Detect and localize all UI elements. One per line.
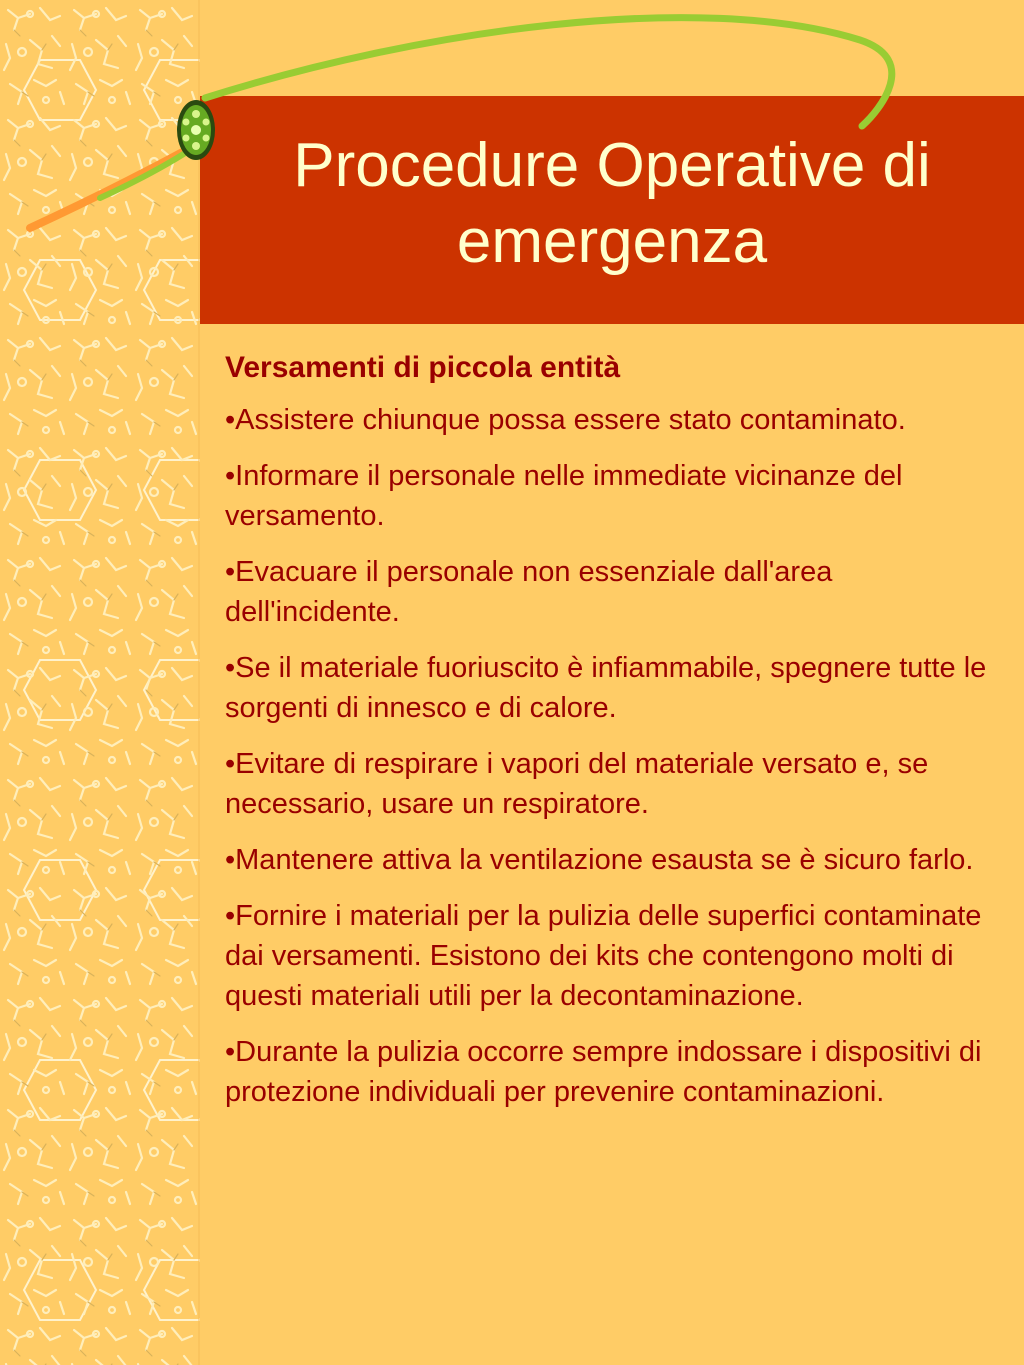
bullet-item: •Durante la pulizia occorre sempre indossare i dispositivi di protezione individuali per prevenire contaminazioni. bbox=[225, 1036, 982, 1108]
section-subtitle: Versamenti di piccola entità bbox=[225, 351, 621, 384]
molecule-pattern bbox=[0, 0, 200, 1365]
page-title bbox=[200, 128, 1024, 280]
bullet-item: •Informare il personale nelle immediate vicinanze del versamento. bbox=[225, 460, 903, 532]
bullet-item: •Fornire i materiali per la pulizia delle superfici contaminate dai versamenti. Esistono dei kits che contengono molti di questi materiali utili per la decontaminazione. bbox=[225, 900, 982, 1012]
bullet-item: •Mantenere attiva la ventilazione esausta se è sicuro farlo. bbox=[225, 844, 974, 876]
bullet-item: •Se il materiale fuoriuscito è infiammabile, spegnere tutte le sorgenti di innesco e di calore. bbox=[225, 652, 987, 724]
content-area bbox=[225, 348, 1015, 1128]
bullet-item: •Evacuare il personale non essenziale dall'area dell'incidente. bbox=[225, 556, 833, 628]
bullet-item: •Assistere chiunque possa essere stato contaminato. bbox=[225, 404, 906, 436]
bullet-list bbox=[225, 400, 1015, 1112]
title-line-2: emergenza bbox=[456, 207, 768, 276]
bullet-item: •Evitare di respirare i vapori del materiale versato e, se necessario, usare un respiratore. bbox=[225, 748, 929, 820]
title-line-1: Procedure Operative di bbox=[293, 131, 931, 200]
